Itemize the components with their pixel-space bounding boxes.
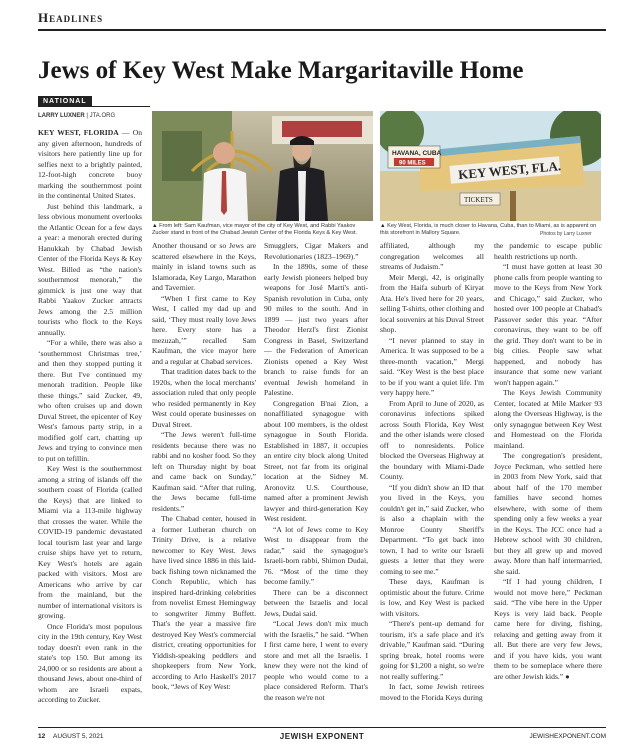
dateline: KEY WEST, FLORIDA (38, 128, 119, 137)
issue-date: AUGUST 5, 2021 (53, 733, 104, 740)
paragraph: “There's pent-up demand for tourism, it's a safe place and it's drivable,” Kaufman said. “During spring break, hotel rooms were going for $1,200 a night, so we're not really suffering.” (380, 619, 484, 681)
paragraph: In the 1890s, some of these early Jewish pioneers helped buy weapons for José Martí's anti-Spanish revolution in Cuba, only 90 miles to the south. And in 1899 — just two years after Theodor Herzl's first Zionist Congress in Basel, Switzerland — the Federation of American Zionists opened a Key West branch to raise funds for an eventual Jewish homeland in Palestine. (264, 262, 368, 397)
paragraph: KEY WEST, FLORIDA — On any given afternoon, hundreds of visitors here patiently line up for selfies next to a brightly painted, 12-foot-high concrete buoy marking the southernmost point in the continental United States. (38, 128, 142, 200)
paragraph: Another thousand or so Jews are scattered elsewhere in the Keys, mainly in island towns such as Islamorada, Key Largo, Marathon and Tavernier. (152, 241, 256, 292)
paragraph: Once Florida's most populous city in the 19th century, Key West today doesn't even rank in the state's top 150. But among its 24,000 or so residents are about a thousand Jews, about one-third of whom are Israeli expats, according to Zucker. (38, 621, 142, 704)
paragraph: “For a while, there was also a ‘southernmost Christmas tree,’ and then they stopped putting it there. But I've continued my menorah tradition. People like these things,” said Zucker, 49, who often cruises up and down Duval Street, the epicenter of Key West's famous party strip, in a modified golf cart, chatting up Jews and trying to convince men to put on tefillin. (38, 338, 142, 463)
sign-miles-text: 90 MILES (399, 160, 426, 167)
paragraph: The Keys Jewish Community Center, located at Mile Marker 93 along the Overseas Highway, is the only synagogue between Key West and Homestead on the Florida mainland. (494, 388, 602, 450)
section-header (38, 10, 606, 31)
headline: Jews of Key West Make Margaritaville Home (38, 57, 524, 84)
paragraph: That tradition dates back to the 1920s, when the local merchants' association ruled that only people who resided permanently in Key West could operate businesses on Duval Street. (152, 367, 256, 429)
website-link[interactable]: JEWISHEXPONENT.COM (529, 733, 606, 740)
paragraph: “I must have gotten at least 30 phone calls from people wanting to move to the Keys from New York and Chicago,” said Zucker, who hosted over 100 people at Chabad's Passover seder this year. “After coronavirus, they want to be off the grid. They don't want to be in big cities. People saw what happened, and nobody has insurance that some new variant won't happen again.” (494, 262, 602, 387)
paragraph: There can be a disconnect between the Israelis and local Jews, Dudai said. (264, 587, 368, 618)
paragraph: “A lot of Jews come to Key West to disappear from the radar,” said the synagogue's Israeli-born rabbi, Shimon Dudai, 76. “Most of the time they become family.” (264, 524, 368, 586)
sign-tickets-text: TICKETS (464, 196, 493, 204)
photo-illustration (152, 111, 373, 221)
photo1-caption: ▲ From left: Sam Kaufman, vice mayor of the city of Key West, and Rabbi Yaakov Zucker stand in front of the Chabad Jewish Center of the Florida Keys & Key West. (152, 223, 358, 236)
triangle-icon: ▲ (152, 223, 160, 229)
paragraph: “The Jews weren't full-time residents because there was no rabbi and no kosher food. So they left on Thursday night by boat and came back on Sunday,” Kaufman said. “After that ruling, the Jews became full-time residents.” (152, 430, 256, 513)
kicker-rule (38, 106, 150, 107)
kicker-label: NATIONAL (38, 96, 92, 107)
paragraph: Congregation B'nai Zion, a nonaffiliated synagogue with about 100 members, is the oldest synagogue in South Florida. Established in 1887, it occupies an entire city block along United Street, not far from its original location at the Sidney M. Aronovitz U.S. Courthouse, named after a prominent Jewish lawyer and third-generation Key West resident. (264, 398, 368, 523)
paragraph: “Local Jews don't mix much with the Israelis,” he said. “When I first came here, I went to every store and met all the Israelis. I knew they were not the kind of people who would come to a place considered Reform. That's the reason we're not (264, 619, 368, 702)
sign-main-text: KEY WEST, FLA. (457, 158, 562, 183)
triangle-icon: ▲ (380, 223, 388, 229)
paragraph: Meir Mergi, 42, is originally from the Haifa suburb of Kiryat Ata. He's lived here for 20 years, selling T-shirts, other clothing and local souvenirs at his Duval Street shop. (380, 272, 484, 334)
footer-rule (38, 727, 606, 728)
article-column-2 (152, 241, 256, 693)
photo-illustration (380, 111, 601, 221)
photo-storefront (380, 111, 601, 221)
page-footer (38, 733, 606, 745)
sign-havana-text: HAVANA, CUBA (392, 150, 442, 157)
paragraph: “If I had young children, I would not move here,” Peckman said. “The vibe here in the Upper Keys is very laid back. People came here for diving, fishing, relaxing and getting away from it all. But there are very few Jews, and if you have kids, you want them to be someplace where there are other Jewish kids.” ● (494, 577, 602, 681)
byline-author: LARRY LUXNER (38, 113, 85, 119)
paragraph: “When I first came to Key West, I called my dad up and said, ‘They must really love Jews here. Every store has a mezuzah,’” recalled Sam Kaufman, the vice mayor here and a regular at Chabad services. (152, 293, 256, 366)
byline-source: JTA.ORG (89, 113, 116, 119)
paragraph: These days, Kaufman is optimistic about the future. Crime is low, and Key West is packed with visitors. (380, 577, 484, 618)
paragraph: In fact, some Jewish retirees moved to the Florida Keys during (380, 682, 484, 702)
paragraph: “If you didn't show an ID that you lived in the Keys, you couldn't get in,” said Zucker, who is also a chaplain with the Monroe County Sheriff's Department. “To get back into town, I had to write our Israeli guests a letter that they were coming to see me.” (380, 482, 484, 576)
paragraph: the pandemic to escape public health restrictions up north. (494, 241, 602, 261)
byline-separator: | (86, 113, 90, 119)
photo-kaufman-zucker (152, 111, 373, 221)
paragraph: Smugglers, Cigar Makers and Revolutionaries (1823–1969).” (264, 241, 368, 261)
paragraph: The Chabad center, housed in a former Lutheran church on Trinity Drive, is a relative newcomer to Key West. Jews have lived since 1886 in this laid-back fishing town nicknamed the Conch Republic, which has inspired hard-drinking celebrities from novelist Ernest Hemingway to songwriter Jimmy Buffett. That's the year a massive fire destroyed Key West's commercial district, creating opportunities for Yiddish-speaking peddlers and shopkeepers from New York, according to Arlo Haskell's 2017 book, “Jews of Key West: (152, 514, 256, 691)
paragraph: “I never planned to stay in America. It was supposed to be a three-month vacation,” Mergi said. “Key West is the best place to be if you want a quiet life. I'm very happy here.” (380, 335, 484, 397)
paragraph: Key West is the southernmost among a string of islands off the southern coast of Florida (called the Keys) that are linked to Miami via a 113-mile highway that crosses the water. While the COVID-19 pandemic devastated local tourism last year and large cruise ships have yet to return, Key West's hotels are again packed with visitors. Most are Americans who arrive by car from the mainland, but the number of international visitors is growing. (38, 464, 142, 620)
article-column-1 (38, 128, 142, 706)
section-label: Headlines (38, 10, 104, 25)
photo2-caption: ▲ Key West, Florida, is much closer to Havana, Cuba, than to Miami, as is apparent on this storefront in Mallory Square. (380, 223, 597, 236)
section-rule (38, 29, 606, 31)
publication-name: JEWISH EXPONENT (279, 732, 365, 741)
paragraph: Just behind this landmark, a less obvious monument overlooks the Atlantic Ocean for a few days a year: a menorah erected during Hanukkah by Chabad Jewish Center of the Florida Keys & Key West. Billed as “the nation's southernmost menorah,” the gimmick is just one way that Rabbi Yaakov Zucker attracts Jews among the 2.5 million tourists who flock to the Keys annually. (38, 201, 142, 337)
article-column-5 (494, 241, 602, 682)
article-column-3 (264, 241, 368, 703)
article-column-4 (380, 241, 484, 703)
paragraph: From April to June of 2020, as coronavirus infections spiked across South Florida, Key West and the other islands were closed off to nonresidents. Police blocked the Overseas Highway at the boundary with Miami-Dade County. (380, 398, 484, 481)
photo-credit: Photos by Larry Luxner (540, 231, 592, 237)
paragraph: affiliated, although my congregation welcomes all streams of Judaism.” (380, 241, 484, 271)
byline (38, 113, 115, 119)
paragraph: The congregation's president, Joyce Peckman, who settled here in 2003 from New York, said that about half of the 170 member families have second homes elsewhere, with some of them spending only a few weeks a year in the Keys. The JCC once had a Hebrew school with 30 children, but they all grew up and moved away. More than half intermarried, she said. (494, 451, 602, 576)
page-number: 12 (38, 733, 46, 740)
